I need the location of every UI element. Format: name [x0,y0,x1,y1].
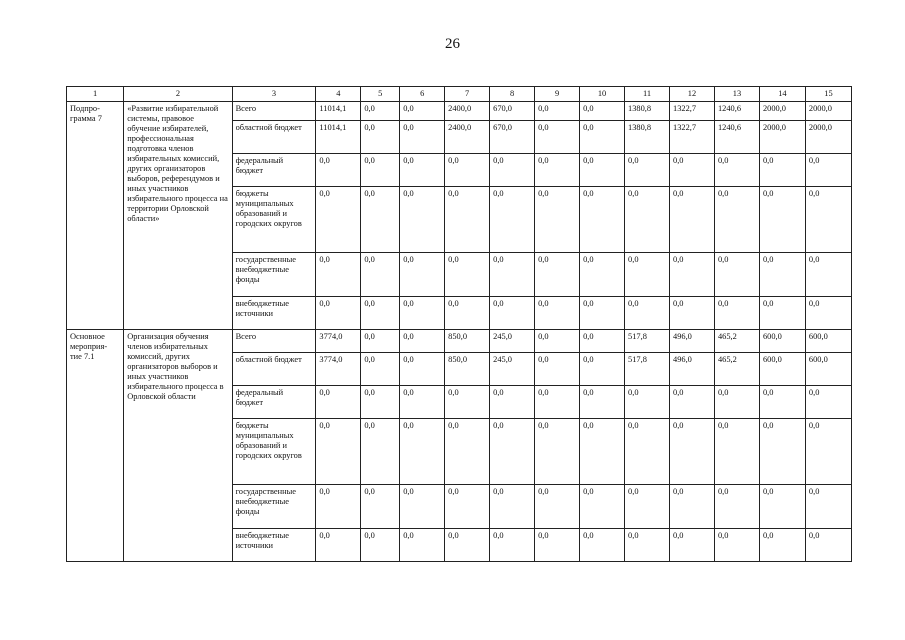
value-cell: 0,0 [759,419,805,485]
value-cell: 0,0 [670,529,715,562]
value-cell: 0,0 [535,529,580,562]
value-cell: 3774,0 [316,353,361,386]
value-cell: 0,0 [490,187,535,253]
funding-source-cell: государственные внебюджетные фонды [232,485,316,529]
value-cell: 0,0 [400,297,445,330]
column-header: 12 [670,87,715,102]
value-cell: 0,0 [361,102,400,121]
value-cell: 0,0 [361,353,400,386]
value-cell: 0,0 [445,485,490,529]
column-header: 2 [124,87,232,102]
value-cell: 496,0 [670,353,715,386]
value-cell: 1322,7 [670,121,715,154]
value-cell: 0,0 [580,121,625,154]
value-cell: 0,0 [490,529,535,562]
column-header: 13 [714,87,759,102]
value-cell: 0,0 [805,386,851,419]
value-cell: 600,0 [759,353,805,386]
funding-source-cell: федеральный бюджет [232,154,316,187]
value-cell: 0,0 [670,187,715,253]
value-cell: 0,0 [759,187,805,253]
value-cell: 0,0 [490,419,535,485]
value-cell: 0,0 [580,386,625,419]
value-cell: 0,0 [361,330,400,353]
value-cell: 0,0 [535,297,580,330]
value-cell: 0,0 [400,529,445,562]
funding-source-cell: бюджеты муниципальных образований и городских округов [232,187,316,253]
value-cell: 600,0 [759,330,805,353]
column-header: 10 [580,87,625,102]
value-cell: 0,0 [316,187,361,253]
value-cell: 11014,1 [316,102,361,121]
value-cell: 0,0 [580,297,625,330]
value-cell: 2400,0 [445,121,490,154]
value-cell: 0,0 [535,253,580,297]
value-cell: 0,0 [670,253,715,297]
value-cell: 0,0 [361,485,400,529]
value-cell: 0,0 [490,485,535,529]
funding-source-cell: Всего [232,102,316,121]
column-header: 1 [67,87,124,102]
column-header: 14 [759,87,805,102]
column-header: 7 [445,87,490,102]
program-name-cell: Подпро- грамма 7 [67,102,124,330]
column-header: 11 [625,87,670,102]
value-cell: 0,0 [670,419,715,485]
value-cell: 1240,6 [714,121,759,154]
value-cell: 0,0 [714,154,759,187]
value-cell: 0,0 [535,102,580,121]
value-cell: 0,0 [759,154,805,187]
funding-source-cell: Всего [232,330,316,353]
value-cell: 245,0 [490,330,535,353]
value-cell: 850,0 [445,353,490,386]
value-cell: 0,0 [361,187,400,253]
value-cell: 670,0 [490,121,535,154]
value-cell: 0,0 [445,386,490,419]
value-cell: 0,0 [759,297,805,330]
value-cell: 0,0 [714,419,759,485]
value-cell: 0,0 [580,187,625,253]
table-row [67,330,852,353]
funding-source-cell: государственные внебюджетные фонды [232,253,316,297]
value-cell: 0,0 [400,253,445,297]
value-cell: 670,0 [490,102,535,121]
value-cell: 1240,6 [714,102,759,121]
value-cell: 0,0 [805,485,851,529]
value-cell: 517,8 [625,353,670,386]
value-cell: 0,0 [490,386,535,419]
value-cell: 0,0 [400,102,445,121]
value-cell: 0,0 [535,330,580,353]
value-cell: 0,0 [361,419,400,485]
value-cell: 11014,1 [316,121,361,154]
value-cell: 600,0 [805,330,851,353]
value-cell: 0,0 [535,121,580,154]
value-cell: 0,0 [714,297,759,330]
value-cell: 0,0 [625,386,670,419]
value-cell: 0,0 [316,297,361,330]
column-header: 8 [490,87,535,102]
value-cell: 0,0 [490,297,535,330]
value-cell: 0,0 [316,386,361,419]
value-cell: 0,0 [580,353,625,386]
value-cell: 2400,0 [445,102,490,121]
value-cell: 0,0 [400,386,445,419]
value-cell: 0,0 [714,187,759,253]
value-cell: 0,0 [759,253,805,297]
column-header: 4 [316,87,361,102]
value-cell: 0,0 [400,187,445,253]
value-cell: 0,0 [445,297,490,330]
value-cell: 1380,8 [625,102,670,121]
column-header: 15 [805,87,851,102]
value-cell: 0,0 [535,353,580,386]
funding-source-cell: областной бюджет [232,121,316,154]
value-cell: 850,0 [445,330,490,353]
value-cell: 2000,0 [759,102,805,121]
value-cell: 0,0 [400,419,445,485]
value-cell: 0,0 [805,529,851,562]
program-description-cell: «Развитие избирательной системы, правовое обучение избирателей, профессиональная подготовка членов избирательных комиссий, других организаторов выборов, референдумов и иных участников избирательного процесса на территории Орловской области» [124,102,232,330]
program-name-cell: Основное мероприя- тие 7.1 [67,330,124,562]
value-cell: 0,0 [580,485,625,529]
value-cell: 1380,8 [625,121,670,154]
value-cell: 0,0 [400,485,445,529]
value-cell: 0,0 [445,253,490,297]
page-number: 26 [445,36,460,52]
value-cell: 0,0 [400,121,445,154]
funding-source-cell: бюджеты муниципальных образований и городских округов [232,419,316,485]
value-cell: 0,0 [580,529,625,562]
value-cell: 0,0 [535,187,580,253]
value-cell: 0,0 [759,485,805,529]
value-cell: 0,0 [714,386,759,419]
value-cell: 465,2 [714,353,759,386]
value-cell: 2000,0 [759,121,805,154]
value-cell: 0,0 [361,154,400,187]
value-cell: 0,0 [805,253,851,297]
value-cell: 0,0 [580,419,625,485]
value-cell: 0,0 [400,353,445,386]
column-header: 3 [232,87,316,102]
value-cell: 0,0 [714,485,759,529]
value-cell: 0,0 [316,485,361,529]
value-cell: 0,0 [625,529,670,562]
value-cell: 0,0 [445,529,490,562]
value-cell: 0,0 [445,154,490,187]
value-cell: 0,0 [625,154,670,187]
value-cell: 517,8 [625,330,670,353]
value-cell: 0,0 [670,154,715,187]
value-cell: 0,0 [805,297,851,330]
value-cell: 0,0 [670,386,715,419]
value-cell: 0,0 [400,330,445,353]
value-cell: 3774,0 [316,330,361,353]
value-cell: 0,0 [316,253,361,297]
value-cell: 0,0 [625,419,670,485]
value-cell: 0,0 [361,386,400,419]
value-cell: 0,0 [625,485,670,529]
value-cell: 0,0 [714,253,759,297]
header-row [67,87,852,102]
value-cell: 0,0 [361,297,400,330]
value-cell: 0,0 [625,297,670,330]
value-cell: 0,0 [535,485,580,529]
value-cell: 0,0 [625,253,670,297]
value-cell: 0,0 [759,386,805,419]
value-cell: 496,0 [670,330,715,353]
value-cell: 1322,7 [670,102,715,121]
column-header: 9 [535,87,580,102]
value-cell: 0,0 [805,154,851,187]
value-cell: 465,2 [714,330,759,353]
funding-source-cell: федеральный бюджет [232,386,316,419]
value-cell: 0,0 [316,154,361,187]
value-cell: 0,0 [759,529,805,562]
value-cell: 0,0 [400,154,445,187]
program-description-cell: Организация обучения членов избирательных комиссий, других организаторов выборов и иных участников избирательного процесса в Орловской области [124,330,232,562]
value-cell: 0,0 [805,187,851,253]
column-header: 6 [400,87,445,102]
value-cell: 0,0 [361,253,400,297]
value-cell: 0,0 [361,529,400,562]
value-cell: 0,0 [625,187,670,253]
value-cell: 0,0 [535,419,580,485]
value-cell: 0,0 [535,154,580,187]
value-cell: 0,0 [580,253,625,297]
value-cell: 0,0 [490,154,535,187]
value-cell: 0,0 [361,121,400,154]
value-cell: 0,0 [670,297,715,330]
value-cell: 0,0 [670,485,715,529]
table-body [67,87,852,562]
funding-source-cell: внебюджетные источники [232,529,316,562]
table-row [67,102,852,121]
value-cell: 0,0 [316,419,361,485]
column-header: 5 [361,87,400,102]
value-cell: 2000,0 [805,102,851,121]
value-cell: 0,0 [714,529,759,562]
funding-source-cell: внебюджетные источники [232,297,316,330]
value-cell: 2000,0 [805,121,851,154]
value-cell: 0,0 [805,419,851,485]
value-cell: 0,0 [580,154,625,187]
value-cell: 0,0 [490,253,535,297]
value-cell: 0,0 [580,330,625,353]
value-cell: 0,0 [535,386,580,419]
value-cell: 245,0 [490,353,535,386]
value-cell: 0,0 [316,529,361,562]
value-cell: 0,0 [580,102,625,121]
value-cell: 600,0 [805,353,851,386]
value-cell: 0,0 [445,187,490,253]
funding-source-cell: областной бюджет [232,353,316,386]
budget-table [66,86,852,562]
value-cell: 0,0 [445,419,490,485]
